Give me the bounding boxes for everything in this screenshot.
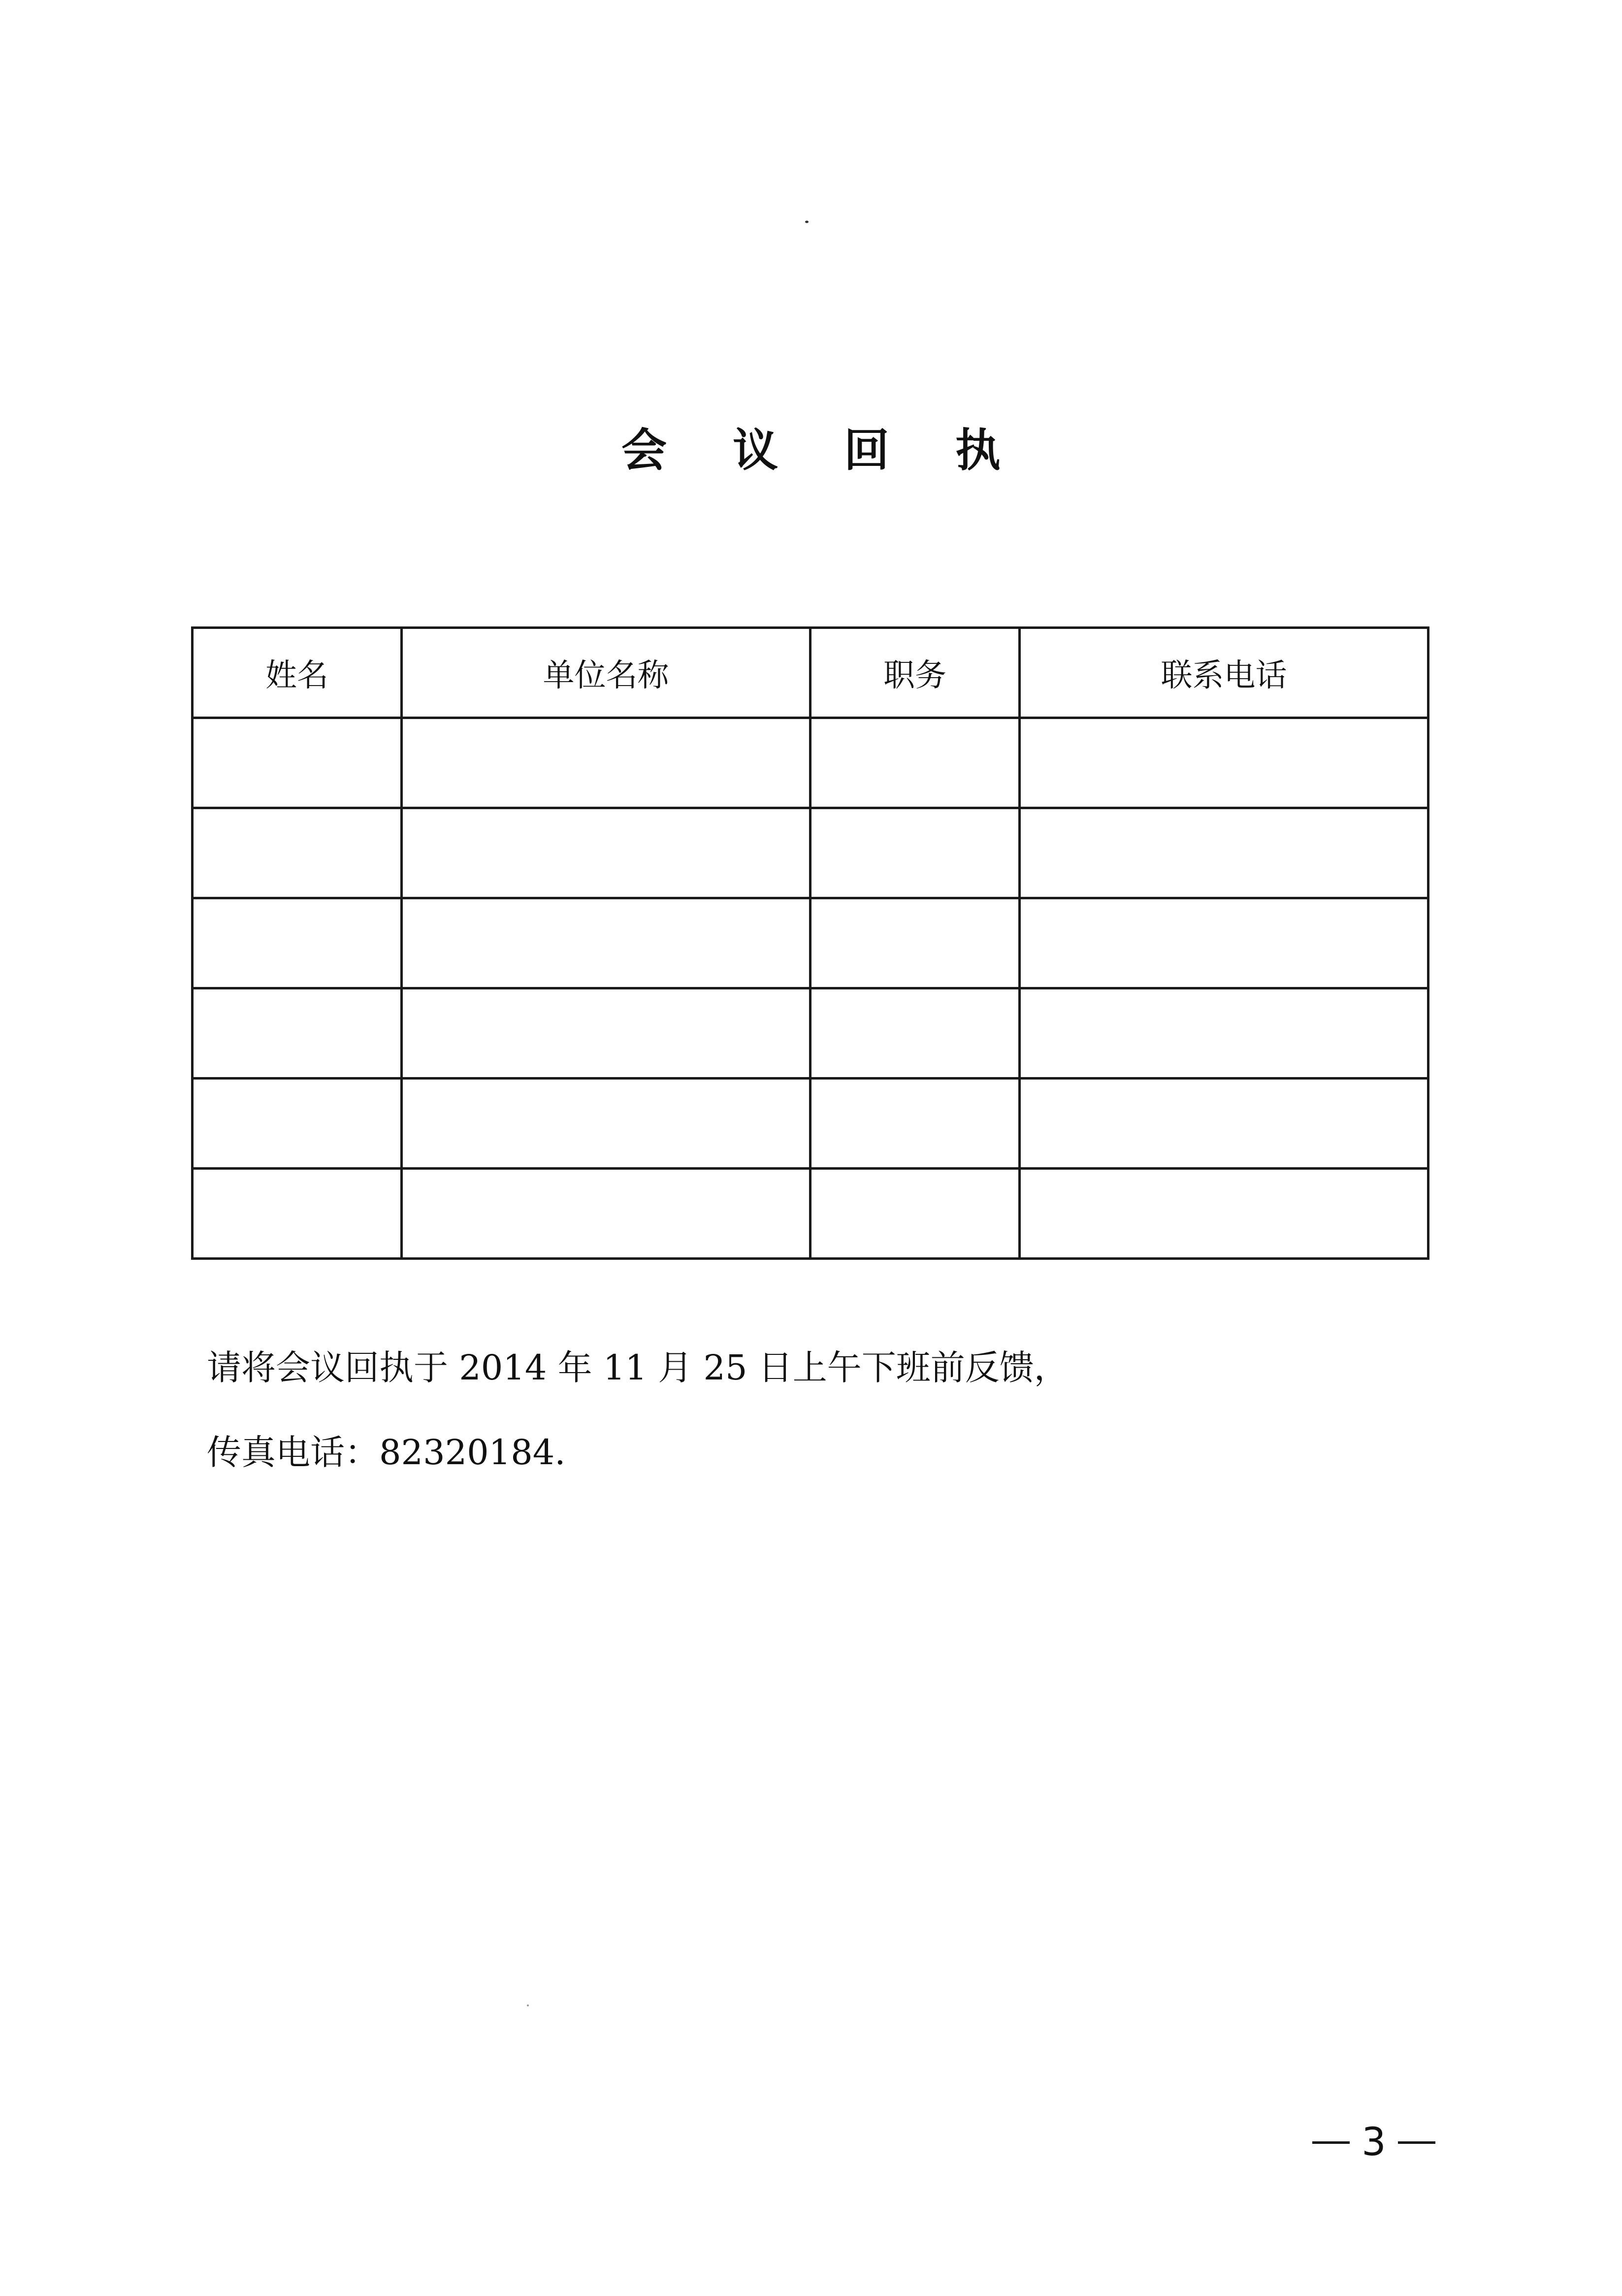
- cell-organization[interactable]: [402, 898, 811, 988]
- table-row: [193, 1169, 1428, 1259]
- title-char: 会: [621, 424, 667, 477]
- table-row: [193, 988, 1428, 1079]
- cell-organization[interactable]: [402, 1079, 811, 1169]
- fax-note: 传真电话：82320184.: [207, 1432, 566, 1473]
- header-position: 职务: [811, 628, 1020, 718]
- cell-position[interactable]: [811, 1079, 1020, 1169]
- table-row: [193, 898, 1428, 988]
- cell-name[interactable]: [193, 808, 402, 898]
- cell-position[interactable]: [811, 808, 1020, 898]
- header-phone: 联系电话: [1020, 628, 1428, 718]
- cell-organization[interactable]: [402, 988, 811, 1079]
- deadline-note: 请将会议回执于 2014 年 11 月 25 日上午下班前反馈，: [207, 1347, 1069, 1388]
- cell-name[interactable]: [193, 1169, 402, 1259]
- cell-name[interactable]: [193, 898, 402, 988]
- page-number-value: 3: [1362, 2120, 1386, 2165]
- cell-organization[interactable]: [402, 718, 811, 808]
- cell-position[interactable]: [811, 718, 1020, 808]
- page-number-dash-right: [1398, 2141, 1435, 2144]
- cell-phone[interactable]: [1020, 1079, 1428, 1169]
- cell-position[interactable]: [811, 898, 1020, 988]
- title-char: 议: [732, 424, 778, 477]
- cell-name[interactable]: [193, 1079, 402, 1169]
- scan-speck: [805, 221, 809, 223]
- cell-name[interactable]: [193, 988, 402, 1079]
- header-organization: 单位名称: [402, 628, 811, 718]
- title-char: 回: [844, 424, 890, 477]
- cell-phone[interactable]: [1020, 898, 1428, 988]
- page-title: [0, 419, 1622, 483]
- cell-phone[interactable]: [1020, 808, 1428, 898]
- table-row: [193, 808, 1428, 898]
- receipt-table: [191, 626, 1429, 1260]
- cell-phone[interactable]: [1020, 988, 1428, 1079]
- cell-position[interactable]: [811, 988, 1020, 1079]
- title-char: 执: [955, 424, 1001, 477]
- table-row: [193, 718, 1428, 808]
- cell-name[interactable]: [193, 718, 402, 808]
- header-name: 姓名: [193, 628, 402, 718]
- page-number-dash-left: [1312, 2141, 1350, 2144]
- cell-phone[interactable]: [1020, 1169, 1428, 1259]
- cell-position[interactable]: [811, 1169, 1020, 1259]
- page-number: [1300, 2118, 1448, 2167]
- cell-organization[interactable]: [402, 1169, 811, 1259]
- table-row: [193, 1079, 1428, 1169]
- cell-phone[interactable]: [1020, 718, 1428, 808]
- table-header-row: [193, 628, 1428, 718]
- cell-organization[interactable]: [402, 808, 811, 898]
- scan-speck: [527, 2004, 529, 2006]
